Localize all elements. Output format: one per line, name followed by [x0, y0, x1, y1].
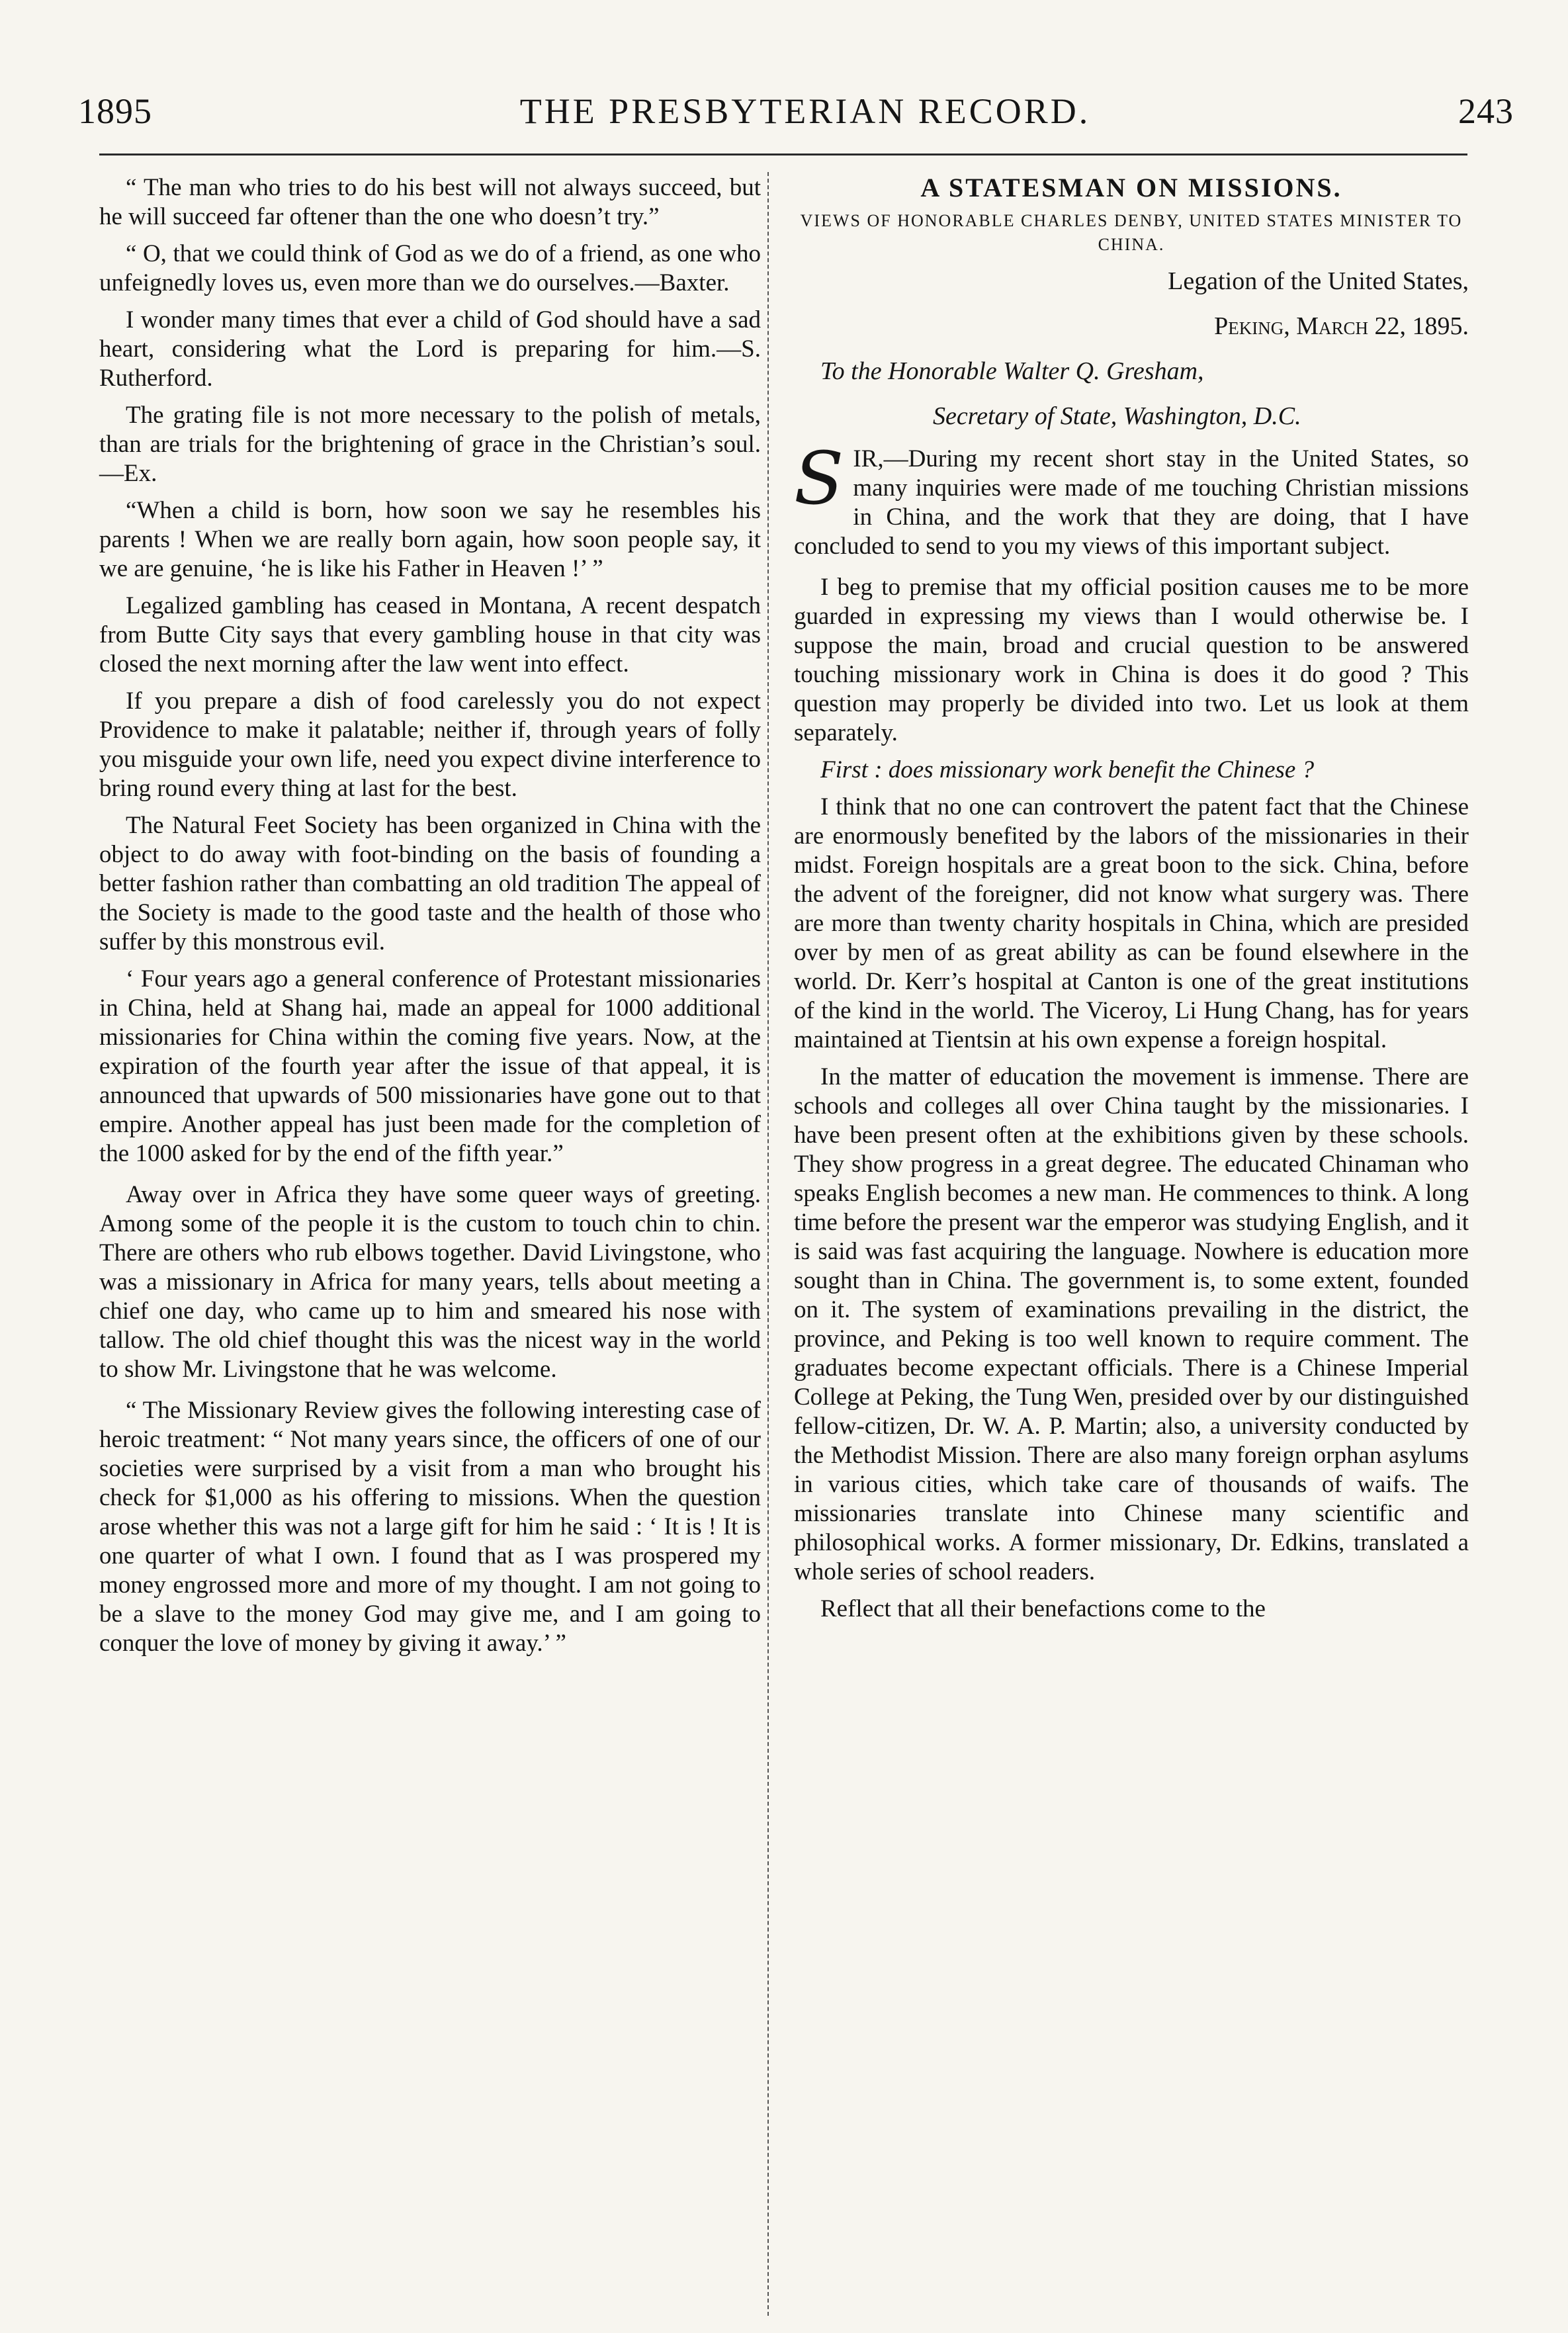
- left-paragraph-1: “ The man who tries to do his best will not always succeed, but he will succeed far oftener than the one who doesn’t try.”: [99, 174, 761, 230]
- addressee-name: To the Honorable Walter Q. Gresham,: [820, 357, 1204, 385]
- left-paragraph-8: The Natural Feet Society has been organized in China with the object to do away with foot-binding on the basis of founding a better fashion rather than combatting an old tradition The appeal of the Society is made to the good taste and the health of those who suffer by this monstrous evil.: [99, 812, 761, 955]
- right-paragraph-4: In the matter of education the movement is immense. There are schools and colleges all over China taught by the missionaries. I have been present often at the exhibitions given by these schools. They show progress in a great degree. The educated Chinaman who speaks English becomes a new man. He commences to think. A long time before the present war the emperor was studying English, and it is said was fast acquiring the language. Nowhere is education more sought than in China. The government is, to some extent, founded on it. The system of examinations prevailing in the district, the province, and Peking is too well known to require comment. The graduates become expectant officials. There is a Chinese Imperial College at Peking, the Tung Wen, presided over by our distinguished fellow-citizen, Dr. W. A. P. Martin; also, a university conducted by the Methodist Mission. There are also many foreign orphan asylums in various cities, which take care of thousands of waifs. The missionaries translate into Chinese many scientific and philosophical works. A former missionary, Dr. Edkins, translated a whole series of school readers.: [794, 1063, 1469, 1585]
- dateline-legation: Legation of the United States,: [1168, 267, 1469, 295]
- header-rule: [99, 154, 1467, 155]
- left-paragraph-3: I wonder many times that ever a child of God should have a sad heart, considering what the Lord is preparing for him.—S. Rutherford.: [99, 306, 761, 392]
- left-column: [99, 173, 761, 1670]
- article-subtitle: VIEWS OF HONORABLE CHARLES DENBY, UNITED STATES MINISTER TO CHINA.: [800, 211, 1463, 254]
- header-year: 1895: [78, 91, 152, 131]
- left-paragraph-7: If you prepare a dish of food carelessly you do not expect Providence to make it palatable; neither if, through years of folly you misguide your own life, need you expect divine interference to bring round every thing at last for the best.: [99, 687, 761, 802]
- right-paragraph-2-text: First : does missionary work benefit the Chinese ?: [820, 756, 1315, 783]
- left-paragraph-2: “ O, that we could think of God as we do of a friend, as one who unfeignedly loves us, even more than we do ourselves.—Baxter.: [99, 240, 761, 296]
- header-title: THE PRESBYTERIAN RECORD.: [519, 91, 1091, 131]
- right-paragraph-1: I beg to premise that my official position causes me to be more guarded in expressing my views than I would otherwise be. I suppose the main, broad and crucial question to be answered touching missionary work in China is does it do good ? This question may properly be divided into two. Let us look at them separately.: [794, 574, 1469, 746]
- page-header: [78, 85, 1514, 138]
- dropcap-letter: S: [794, 436, 844, 521]
- left-paragraph-5: “When a child is born, how soon we say he resembles his parents ! When we are really born again, how soon people say, it we are genuine, ‘he is like his Father in Heaven !’ ”: [99, 497, 761, 582]
- addressee-title: Secretary of State, Washington, D.C.: [933, 402, 1301, 430]
- dateline-date: Peking, March 22, 1895.: [1214, 312, 1469, 340]
- article-title: A STATESMAN ON MISSIONS.: [920, 173, 1342, 202]
- left-paragraph-6: Legalized gambling has ceased in Montana, A recent despatch from Butte City says that every gambling house in that city was closed the next morning after the law went into effect.: [99, 592, 761, 678]
- opening-text: IR,—During my recent short stay in the United States, so many inquiries were made of me touching Christian missions in China, and the work that they are doing, that I have concluded to send to you my views of this important subject.: [794, 445, 1469, 560]
- right-paragraph-3: I think that no one can controvert the patent fact that the Chinese are enormously benefited by the labors of the missionaries in their midst. Foreign hospitals are a great boon to the sick. China, before the advent of the foreigner, did not know what surgery was. There are more than twenty charity hospitals in China, which are presided over by men of as great ability as can be found elsewhere in the world. Dr. Kerr’s hospital at Canton is one of the great institutions of the kind in the world. The Viceroy, Li Hung Chang, has for years maintained at Tientsin at his own expense a foreign hospital.: [794, 793, 1469, 1053]
- left-paragraph-9: ‘ Four years ago a general conference of Protestant missionaries in China, held at Shang hai, made an appeal for 1000 additional missionaries for China within the coming five years. Now, at the expiration of the fourth year after the issue of that appeal, it is announced that upwards of 500 missionaries have gone out to that empire. Another appeal has just been made for the completion of the 1000 asked for by the end of the fifth year.”: [99, 965, 761, 1167]
- right-paragraph-5: Reflect that all their benefactions come to the: [820, 1595, 1266, 1622]
- left-paragraph-10: Away over in Africa they have some queer ways of greeting. Among some of the people it is the custom to touch chin to chin. There are others who rub elbows together. David Livingstone, who was a missionary in Africa for many years, tells about meeting a chief one day, who came up to him and smeared his nose with tallow. The old chief thought this was the nicest way in the world to show Mr. Livingstone that he was welcome.: [99, 1181, 761, 1383]
- opening-paragraph: [794, 436, 1469, 561]
- right-paragraph-2: [794, 756, 1469, 785]
- left-paragraph-4: The grating file is not more necessary to the polish of metals, than are trials for the brightening of grace in the Christian’s soul. —Ex.: [99, 402, 761, 487]
- right-column: [794, 173, 1469, 1632]
- left-paragraph-11: “ The Missionary Review gives the following interesting case of heroic treatment: “ Not many years since, the officers of one of our societies were surprised by a visit from a man who brought his check for $1,000 as his offering to missions. When the question arose whether this was not a large gift for him he said : ‘ It is ! It is one quarter of what I own. I found that as I was prospered my money engrossed more and more of my thought. I am not going to be a slave to the money God may give me, and I am going to conquer the love of money by giving it away.’ ”: [99, 1397, 761, 1657]
- column-divider: [767, 172, 769, 2316]
- header-page-number: 243: [1458, 91, 1514, 131]
